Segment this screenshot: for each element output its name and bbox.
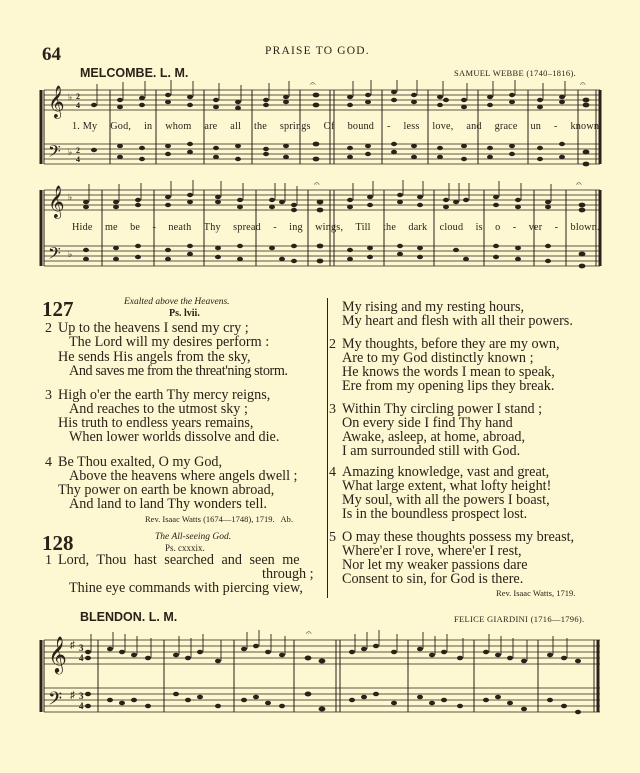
hymn-128-psalm: Ps. cxxxix. [165, 543, 205, 553]
tune-name-melcombe: MELCOMBE. L. M. [80, 66, 189, 80]
svg-text:♭: ♭ [68, 249, 73, 259]
lyric-syllable: springs [279, 121, 311, 132]
stanza-number: 4 [45, 455, 52, 470]
barlines-3 [98, 640, 598, 712]
lyric-syllable: wings, [315, 222, 344, 233]
hymn-line: through ; [262, 566, 314, 582]
staff-bass-1 [44, 144, 600, 164]
hymn-line: Lord, Thou hast searched and seen me [58, 552, 300, 568]
hymn-line: Thine eye commands with piercing view, [69, 580, 303, 596]
lyric-syllable: whom [165, 121, 192, 132]
fermata-2: 𝄐 [580, 80, 586, 90]
hymn-line: My thoughts, before they are my own, [342, 336, 560, 352]
lyric-syllable: 1. My [72, 121, 98, 132]
lyric-syllable: ing [289, 222, 303, 233]
svg-text:4: 4 [79, 701, 84, 711]
hymn-line: Up to the heavens I send my cry ; [58, 320, 249, 336]
treble-clef: 𝄞 [48, 185, 65, 218]
stanza-number: 1 [45, 553, 52, 568]
svg-text:4: 4 [76, 155, 80, 164]
hymn-line: I am surrounded still with God. [342, 443, 521, 459]
fermata-4: 𝄐 [576, 180, 582, 190]
lyric-syllable: grace [494, 121, 518, 132]
svg-text:♭: ♭ [68, 192, 73, 202]
svg-text:4: 4 [79, 653, 84, 663]
svg-text:4: 4 [76, 101, 80, 110]
lyric-syllable: - [554, 222, 559, 233]
lyric-syllable: ver [528, 222, 543, 233]
tune1-lyrics-line2 [72, 222, 600, 233]
lyric-syllable: bound [347, 121, 375, 132]
lyric-syllable: the [383, 222, 397, 233]
lyric-syllable: the [253, 121, 267, 132]
hymn-line: He sends His angels from the sky, [58, 349, 251, 365]
hymn-number-127: 127 [42, 297, 74, 321]
hymn-line: Consent to sin, for God is there. [342, 571, 524, 587]
hymn-line: My rising and my resting hours, [342, 299, 525, 315]
lyric-syllable: Of [323, 121, 335, 132]
lyric-syllable: known, [570, 121, 602, 132]
lyric-syllable: o [495, 222, 501, 233]
hymn-127-attribution: Rev. Isaac Watts (1674—1748), 1719. Ab. [145, 514, 294, 524]
lyric-syllable: dark [408, 222, 428, 233]
treble-clef: 𝄞 [48, 85, 65, 118]
hymn-line: Where'er I rove, where'er I rest, [342, 543, 522, 559]
stanza-number: 2 [45, 321, 52, 336]
column-divider [327, 298, 328, 598]
staff-treble-1 [44, 90, 600, 110]
hymn-line: O may these thoughts possess my breast, [342, 529, 575, 545]
stanza-number: 2 [329, 337, 336, 352]
lyric-syllable: less [403, 121, 420, 132]
svg-text:♯: ♯ [70, 690, 75, 701]
svg-text:♯: ♯ [70, 640, 75, 651]
hymn-line: Ere from my opening lips they break. [342, 378, 555, 394]
hymn-line: The Lord will my desires perform : [69, 334, 270, 350]
lyric-syllable: are [204, 121, 218, 132]
tune-composer-giardini: FELICE GIARDINI (1716—1796). [454, 614, 585, 624]
fermata-5: 𝄐 [306, 628, 312, 639]
bass-clef: 𝄢 [48, 689, 63, 714]
hymn-128-title: The All-seeing God. [155, 532, 232, 542]
lyric-syllable: be [130, 222, 141, 233]
hymn-line: What large extent, what lofty height! [342, 478, 552, 494]
lyric-syllable: God, [110, 121, 132, 132]
running-title: PRAISE TO GOD. [265, 45, 370, 57]
hymn-line: High o'er the earth Thy mercy reigns, [58, 387, 271, 403]
hymn-line: Thy power on earth be known abroad, [58, 482, 275, 498]
page-number: 64 [42, 44, 61, 65]
lyric-syllable: - [273, 222, 277, 233]
svg-text:3: 3 [79, 643, 84, 653]
stanza-number: 4 [329, 465, 336, 480]
hymn-127-psalm: Ps. lvii. [169, 308, 200, 319]
hymn-line: My heart and flesh with all their powers. [342, 313, 573, 329]
lyric-syllable: cloud [439, 222, 464, 233]
lyric-syllable: neath [168, 222, 192, 233]
fermata-3: 𝄐 [314, 180, 320, 190]
svg-text:♭: ♭ [68, 92, 73, 102]
lyric-syllable: me [104, 222, 118, 233]
bass-clef: 𝄢 [48, 243, 61, 267]
stanza-number: 5 [329, 530, 336, 545]
hymn-line: Is in the boundless prospect lost. [342, 506, 528, 522]
hymn-line: My soul, with all the powers I boast, [342, 492, 550, 508]
lyric-syllable: blown. [570, 222, 600, 233]
hymn-line: Be Thou exalted, O my God, [58, 454, 223, 470]
hymn-line: His truth to endless years remains, [58, 415, 254, 431]
fermata-1: 𝄐 [310, 80, 316, 90]
lyric-syllable: Till [355, 222, 371, 233]
hymn-line: Within Thy circling power I stand ; [342, 401, 543, 417]
svg-text:3: 3 [79, 691, 84, 701]
hymn-line: Amazing knowledge, vast and great, [342, 464, 550, 480]
hymn-line: And saves me from the threat'ning storm. [69, 363, 288, 379]
lyric-syllable: and [466, 121, 482, 132]
hymn-line: When lower worlds dissolve and die. [69, 429, 280, 445]
lyric-syllable: is [475, 222, 483, 233]
hymn-line: Awake, asleep, at home, abroad, [342, 429, 526, 445]
lyric-syllable: un [530, 121, 542, 132]
hymn-line: And reaches to the utmost sky ; [69, 401, 248, 417]
music-system-3 [38, 626, 603, 773]
hymn-number-128: 128 [42, 531, 74, 555]
lyric-syllable: - [152, 222, 157, 233]
lyric-syllable: in [144, 121, 153, 132]
hymn-128-attribution: Rev. Isaac Watts, 1719. [496, 588, 576, 598]
svg-text:♭: ♭ [68, 147, 73, 157]
stanza-number: 3 [329, 402, 336, 417]
svg-text:2: 2 [76, 92, 80, 101]
tune-composer-webbe: SAMUEL WEBBE (1740–1816). [454, 68, 577, 78]
hymn-line: On every side I find Thy hand [342, 415, 513, 431]
lyric-syllable: - [512, 222, 517, 233]
bass-clef: 𝄢 [48, 141, 61, 165]
svg-text:2: 2 [76, 146, 80, 155]
tune1-lyrics-line1 [72, 121, 602, 132]
hymn-line: Nor let my weaker passions dare [342, 557, 528, 573]
lyric-syllable: Thy [203, 222, 221, 233]
lyric-syllable: Hide [72, 222, 93, 233]
hymn-127-title: Exalted above the Heavens. [124, 297, 230, 307]
hymn-line: Above the heavens where angels dwell ; [69, 468, 298, 484]
notes-3 [85, 644, 581, 715]
lyric-syllable: all [230, 121, 242, 132]
lyric-syllable: - [386, 121, 391, 132]
lyric-syllable: love, [432, 121, 454, 132]
lyric-syllable: spread [233, 222, 261, 233]
hymn-line: And land to land Thy wonders tell. [69, 496, 267, 512]
stanza-number: 3 [45, 388, 52, 403]
hymn-line: He knows the words I mean to speak, [342, 364, 555, 380]
hymn-line: Are to my God distinctly known ; [342, 350, 534, 366]
tune-name-blendon: BLENDON. L. M. [80, 610, 178, 624]
treble-clef: 𝄞 [48, 635, 67, 673]
lyric-syllable: - [553, 121, 558, 132]
